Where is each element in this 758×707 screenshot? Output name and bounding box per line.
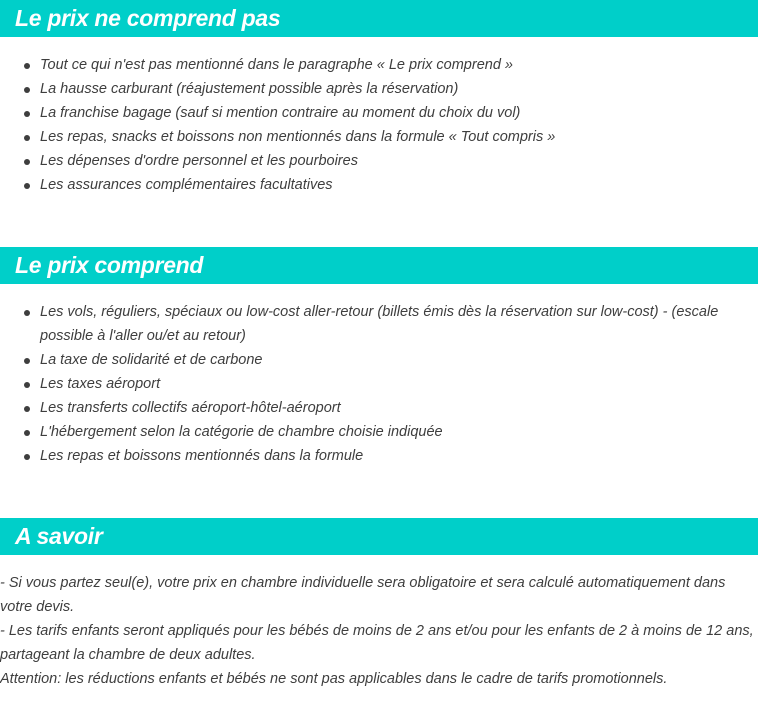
bullet-icon bbox=[24, 183, 30, 189]
list-item-text: Tout ce qui n'est pas mentionné dans le paragraphe « Le prix comprend » bbox=[40, 57, 513, 73]
list-item-text: Les repas et boissons mentionnés dans la formule bbox=[40, 448, 364, 464]
list-item-text: Les taxes aéroport bbox=[40, 376, 161, 392]
bullet-icon bbox=[24, 111, 30, 117]
list-item bbox=[0, 101, 758, 125]
included-list bbox=[0, 300, 758, 468]
list-item-text: Les vols, réguliers, spéciaux ou low-cost aller-retour (billets émis dès la réservation sur low-cost) - (escale possible à l'aller ou/et au retour) bbox=[40, 304, 719, 344]
list-item bbox=[0, 149, 758, 173]
bullet-icon bbox=[24, 430, 30, 436]
info-line: Attention: les réductions enfants et bébés ne sont pas applicables dans le cadre de tarifs promotionnels. bbox=[0, 671, 668, 687]
list-item-text: Les transferts collectifs aéroport-hôtel-aéroport bbox=[40, 400, 341, 416]
list-item-text: Les dépenses d'ordre personnel et les pourboires bbox=[40, 153, 358, 169]
list-item bbox=[0, 348, 758, 372]
bullet-icon bbox=[24, 406, 30, 412]
list-item-text: Les assurances complémentaires facultatives bbox=[40, 177, 333, 193]
list-item-text: La taxe de solidarité et de carbone bbox=[40, 352, 263, 368]
bullet-icon bbox=[24, 382, 30, 388]
section-title-excluded: Le prix ne comprend pas bbox=[0, 0, 758, 37]
list-item bbox=[0, 77, 758, 101]
bullet-icon bbox=[24, 63, 30, 69]
list-item bbox=[0, 372, 758, 396]
list-item-text: L'hébergement selon la catégorie de chambre choisie indiquée bbox=[40, 424, 443, 440]
info-line: - Si vous partez seul(e), votre prix en chambre individuelle sera obligatoire et sera calculé automatiquement dans votre devis. bbox=[0, 575, 726, 615]
bullet-icon bbox=[24, 87, 30, 93]
list-item bbox=[0, 53, 758, 77]
info-body bbox=[0, 571, 758, 691]
bullet-icon bbox=[24, 454, 30, 460]
excluded-list bbox=[0, 53, 758, 197]
bullet-icon bbox=[24, 310, 30, 316]
list-item-text: La hausse carburant (réajustement possible après la réservation) bbox=[40, 81, 459, 97]
list-item-text: Les repas, snacks et boissons non mentionnés dans la formule « Tout compris » bbox=[40, 129, 556, 145]
section-title-included: Le prix comprend bbox=[0, 247, 758, 284]
section-title-info: A savoir bbox=[0, 518, 758, 555]
list-item bbox=[0, 125, 758, 149]
list-item bbox=[0, 300, 758, 348]
list-item bbox=[0, 444, 758, 468]
info-line: - Les tarifs enfants seront appliqués pour les bébés de moins de 2 ans et/ou pour les enfants de 2 à moins de 12 ans, partageant la chambre de deux adultes. bbox=[0, 623, 754, 663]
list-item-text: La franchise bagage (sauf si mention contraire au moment du choix du vol) bbox=[40, 105, 521, 121]
list-item bbox=[0, 420, 758, 444]
list-item bbox=[0, 396, 758, 420]
bullet-icon bbox=[24, 159, 30, 165]
bullet-icon bbox=[24, 135, 30, 141]
list-item bbox=[0, 173, 758, 197]
bullet-icon bbox=[24, 358, 30, 364]
